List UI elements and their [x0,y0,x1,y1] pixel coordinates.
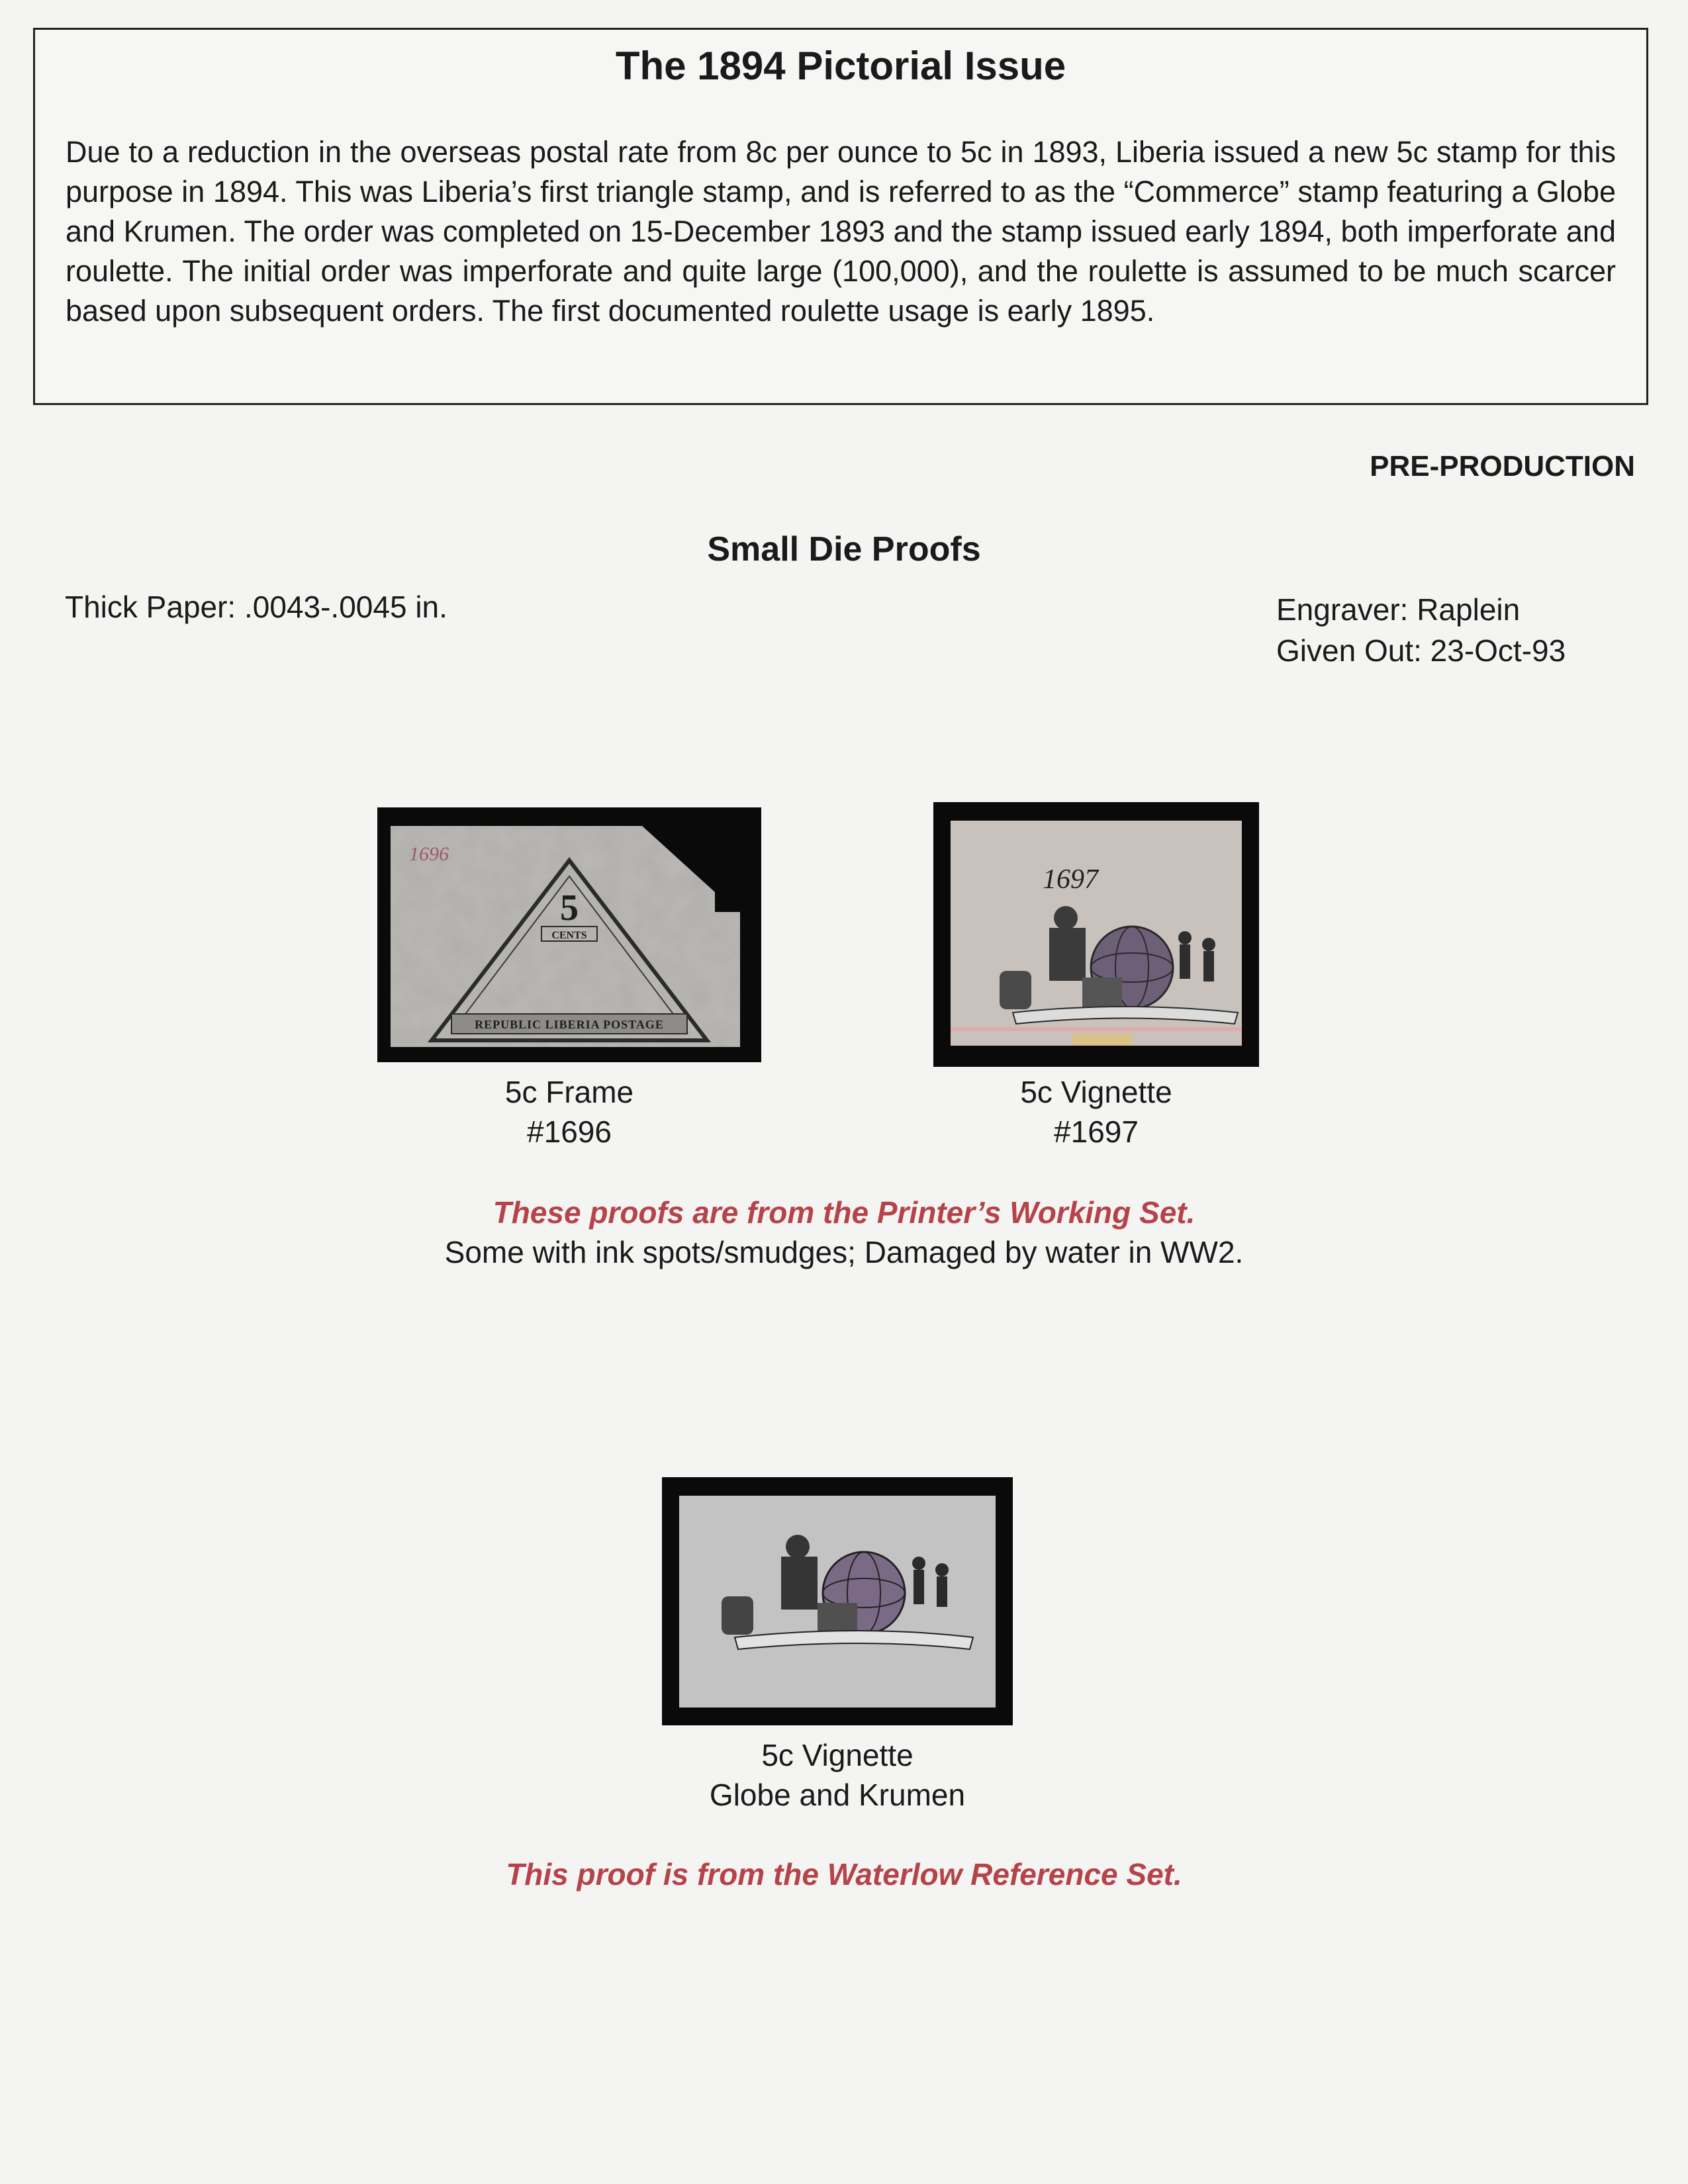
frame-caption-title: 5c Frame [504,1075,634,1109]
section-label: PRE-PRODUCTION [1370,450,1635,482]
vignette-1697-caption-title: 5c Vignette [1020,1075,1172,1109]
vignette-reference-caption-title: 5c Vignette [761,1738,914,1772]
frame-stamp-legend: REPUBLIC LIBERIA POSTAGE [475,1018,664,1031]
proof-mount-frame [377,807,761,1062]
working-set-note: These proofs are from the Printer’s Working Set. [492,1195,1196,1230]
vignette-reference-proof-image [662,1477,1013,1725]
frame-proof-image [377,807,761,1062]
vignette-reference-caption-subtitle: Globe and Krumen [709,1778,966,1812]
intro-paragraph: Due to a reduction in the overseas postal rate from 8c per ounce to 5c in 1893, Liberia issued a new 5c stamp for this purpose in 1894. This was Liberia’s first triangle stamp, and is referred to as the “Commerce” stamp featuring a Globe and Krumen. The order was completed on 15-December 1893 and the stamp issued early 1894, both imperforate and roulette. The initial order was imperforate and quite large (100,000), and the roulette is assumed to be much scarcer based upon subsequent orders. The first documented roulette usage is early 1895. [66,135,1616,328]
proof-mount-vignette-reference [662,1477,1013,1725]
section-heading: Small Die Proofs [707,530,981,569]
frame-proof-caption [377,1072,761,1152]
vignette-1697-caption-number: #1697 [1054,1115,1139,1149]
vignette-reference-caption [596,1735,1079,1815]
given-out-date: Given Out: 23-Oct-93 [1276,633,1566,668]
frame-stamp-value: 5 [560,887,579,929]
reference-set-note: This proof is from the Waterlow Reference Set. [506,1857,1182,1891]
frame-caption-number: #1696 [527,1115,612,1149]
vignette-1697-proof-image [933,802,1259,1067]
engraver-info [1276,589,1566,671]
vignette-1697-handwritten-number: 1697 [1043,864,1098,895]
frame-stamp-denomination: CENTS [551,930,587,941]
vignette-1697-caption [933,1072,1259,1152]
frame-handwritten-number: 1696 [409,843,449,865]
paper-spec: Thick Paper: .0043-.0045 in. [65,590,447,624]
intro-box [33,28,1648,405]
engraver-name: Engraver: Raplein [1276,592,1521,627]
page-title: The 1894 Pictorial Issue [615,44,1066,88]
proof-mount-vignette-1697 [933,802,1259,1067]
damage-note: Some with ink spots/smudges; Damaged by water in WW2. [444,1235,1244,1269]
